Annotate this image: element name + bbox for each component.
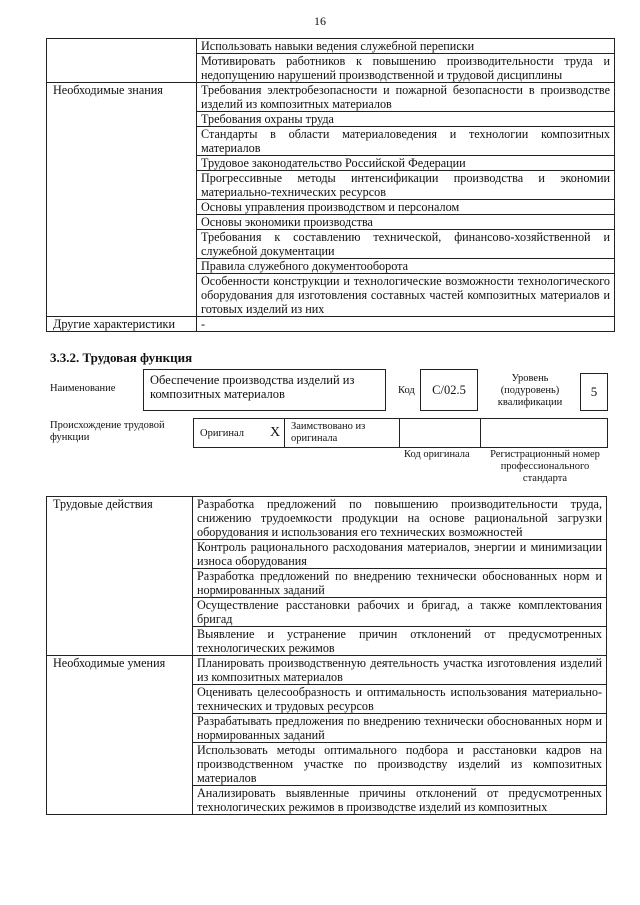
row-label: Необходимые знания <box>47 83 197 317</box>
table-row <box>47 83 615 112</box>
table-cell: Правила служебного документооборота <box>197 259 615 274</box>
table-row <box>47 317 615 332</box>
row-label: Другие характеристики <box>47 317 197 332</box>
table-cell: Анализировать выявленные причины отклонений от предусмотренных технологических режимов в производстве изделий из композитных <box>193 786 607 815</box>
table-cell: Требования электробезопасности и пожарной безопасности в производстве изделий из композитных материалов <box>197 83 615 112</box>
table-cell: Использовать методы оптимального подбора и расстановки кадров на производственном участке по производству изделий из композитных материалов <box>193 743 607 786</box>
origin-label: Происхождение трудовой функции <box>50 420 165 443</box>
original-box <box>193 418 285 448</box>
row-label: Трудовые действия <box>47 497 193 656</box>
table-cell: Использовать навыки ведения служебной переписки <box>197 39 615 54</box>
original-mark: X <box>270 425 281 440</box>
table-cell: Разработка предложений по внедрению технически обоснованных норм и нормированных заданий <box>193 569 607 598</box>
row-label <box>47 39 197 83</box>
table-cell: Требования к составлению технической, финансово-хозяйственной и служебной документации <box>197 230 615 259</box>
name-label: Наименование <box>50 383 116 394</box>
table-cell: - <box>197 317 615 332</box>
level-label: Уровень (подуровень) квалификации <box>497 373 563 408</box>
section-title: 3.3.2. Трудовая функция <box>50 350 193 365</box>
table-row <box>47 39 615 54</box>
origin-code-box <box>399 418 481 448</box>
code-box: C/02.5 <box>420 369 478 411</box>
original-label: Оригинал <box>200 428 244 439</box>
table-cell: Планировать производственную деятельность участка изготовления изделий из композитных материалов <box>193 656 607 685</box>
borrowed-box <box>284 418 400 448</box>
page-number: 16 <box>314 14 326 28</box>
reg-number-box <box>480 418 608 448</box>
table-cell: Трудовое законодательство Российской Федерации <box>197 156 615 171</box>
table-cell: Мотивировать работников к повышению производительности труда и недопущению нарушений производственной и трудовой дисциплины <box>197 54 615 83</box>
function-name-box: Обеспечение производства изделий из композитных материалов <box>143 369 386 411</box>
table-cell: Особенности конструкции и технологические возможности технологического оборудования для изготовления составных частей композитных материалов и готовых изделий из них <box>197 274 615 317</box>
table-cell: Разрабатывать предложения по внедрению технически обоснованных норм и нормированных заданий <box>193 714 607 743</box>
actions-table <box>46 496 607 815</box>
borrowed-label: Заимствовано из оригинала <box>291 421 366 444</box>
table-cell: Осуществление расстановки рабочих и бригад, а также комплектования бригад <box>193 598 607 627</box>
row-label: Необходимые умения <box>47 656 193 815</box>
table-cell: Контроль рационального расходования материалов, энергии и минимизации износа оборудования <box>193 540 607 569</box>
table-cell: Основы управления производством и персоналом <box>197 200 615 215</box>
table-cell: Прогрессивные методы интенсификации производства и экономии материально-технических ресурсов <box>197 171 615 200</box>
code-label: Код <box>398 385 415 396</box>
table-cell: Стандарты в области материаловедения и технологии композитных материалов <box>197 127 615 156</box>
table-cell: Выявление и устранение причин отклонений от предусмотренных технологических режимов <box>193 627 607 656</box>
knowledge-table <box>46 38 615 332</box>
origin-code-label: Код оригинала <box>404 449 470 460</box>
level-box: 5 <box>580 373 608 411</box>
reg-number-label: Регистрационный номер профессионального стандарта <box>490 449 600 484</box>
table-cell: Оценивать целесообразность и оптимальность использования материально-технических и трудовых ресурсов <box>193 685 607 714</box>
table-row <box>47 656 607 685</box>
table-cell: Требования охраны труда <box>197 112 615 127</box>
table-row <box>47 497 607 540</box>
table-cell: Разработка предложений по повышению производительности труда, снижению трудоемкости продукции на основе рациональной загрузки оборудования и использования его технических возможностей <box>193 497 607 540</box>
table-cell: Основы экономики производства <box>197 215 615 230</box>
